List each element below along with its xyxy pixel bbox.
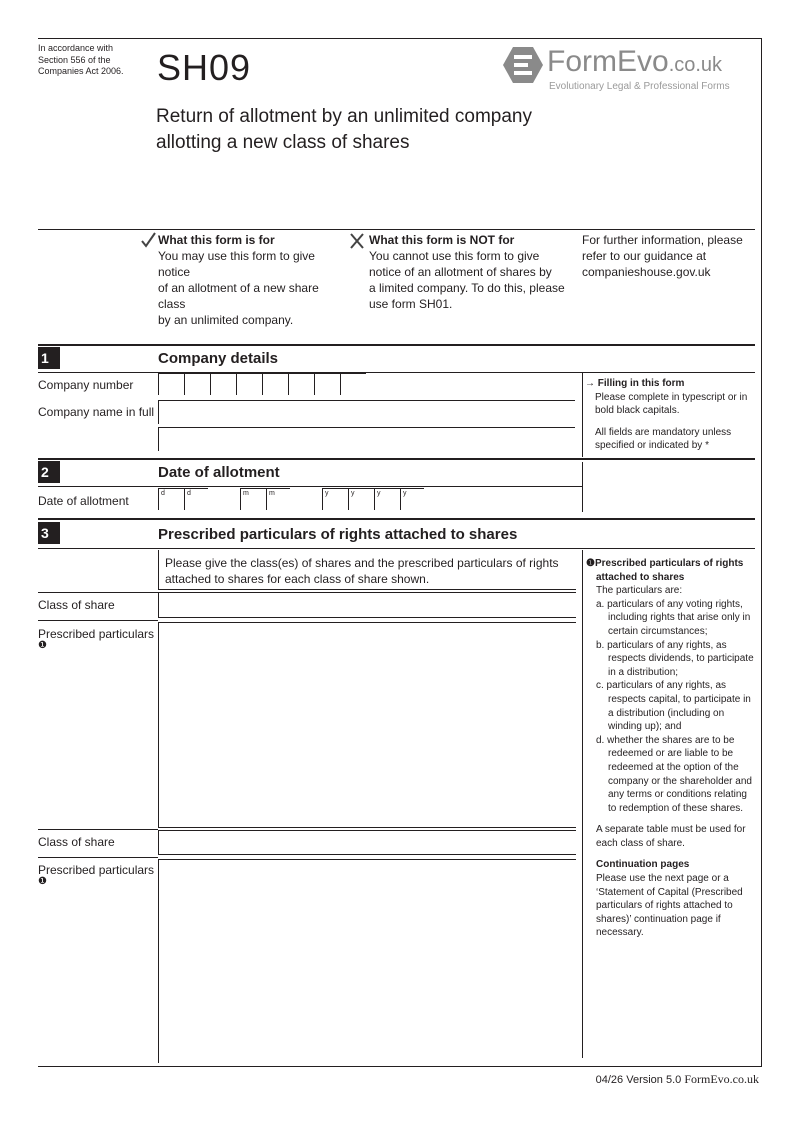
section-2-title: Date of allotment <box>158 464 280 481</box>
section-3-number: 3 <box>38 522 60 544</box>
section-3-instruction: Please give the class(es) of shares and the prescribed particulars of rights attached to shares for each class of share shown. <box>158 550 576 590</box>
company-number-field[interactable] <box>158 373 366 395</box>
right-border <box>761 38 762 1066</box>
class-of-share-field-1[interactable] <box>158 592 576 618</box>
logo-domain: .co.uk <box>668 54 723 76</box>
section-1-underline <box>38 372 755 373</box>
section-1-bar <box>38 344 755 346</box>
arrow-right-icon: → <box>585 378 598 389</box>
prescribed-particulars-label-1: Prescribed particulars ❶ <box>38 627 155 651</box>
note-item-c: c. particulars of any rights, as respects capital, to participate in a distribution (including on winding up); and <box>596 680 751 733</box>
note-marker-icon: ❶ <box>38 640 47 651</box>
footer-rule <box>38 1066 762 1067</box>
date-of-allotment-label: Date of allotment <box>38 494 129 508</box>
form-code: SH09 <box>157 47 252 88</box>
section-3-underline <box>38 548 755 549</box>
section-2-bar <box>38 458 755 460</box>
section-2-note-divider <box>582 462 583 512</box>
section-3-note-divider <box>582 550 583 1058</box>
section-1-number: 1 <box>38 347 60 369</box>
section-3-bar <box>38 518 755 520</box>
note-marker-icon: ❶ <box>586 558 595 569</box>
prescribed-particulars-field-2[interactable] <box>158 859 576 1063</box>
rule <box>38 857 158 858</box>
logo <box>503 43 755 95</box>
section-2-underline <box>38 486 582 487</box>
cross-icon <box>350 233 364 249</box>
company-name-field-1[interactable] <box>158 400 575 424</box>
section-3-title: Prescribed particulars of rights attached to shares <box>158 526 518 543</box>
section-1-note-divider <box>582 373 583 457</box>
check-icon <box>140 232 156 248</box>
class-of-share-field-2[interactable] <box>158 830 576 855</box>
prescribed-particulars-label-2: Prescribed particulars ❶ <box>38 863 155 887</box>
formevo-logo-icon <box>503 45 543 85</box>
rule <box>38 592 158 593</box>
what-form-is-for: What this form is for You may use this form to give notice of an allotment of a new share class by an unlimited company. <box>158 233 319 327</box>
note-marker-icon: ❶ <box>38 876 47 887</box>
footer-version: 04/26 Version 5.0 FormEvo.co.uk <box>595 1072 759 1086</box>
rule <box>38 620 158 621</box>
company-number-label: Company number <box>38 378 134 392</box>
form-title: Return of allotment by an unlimited company allotting a new class of shares <box>156 106 532 153</box>
legal-reference: In accordance with Section 556 of the Companies Act 2006. <box>38 43 124 76</box>
class-of-share-label-2: Class of share <box>38 835 115 849</box>
section-2-number: 2 <box>38 461 60 483</box>
intro-rule <box>38 229 755 230</box>
section-1-title: Company details <box>158 350 279 367</box>
company-name-field-2[interactable] <box>158 427 575 451</box>
note-item-a: a. particulars of any voting rights, including rights that arise only in certain circumstances; <box>596 598 751 637</box>
section-3-note: ❶Prescribed particulars of rights attached to shares The particulars are: a. particulars of any voting rights, including rights that arise only in certain circumstances; b. particulars of any rights, as respects dividends, to participate in a distribution; c. particulars of any rights, as respects capital, to participate in a distribution (including on winding up); and d. whether the shares are to be redeemed or are liable to be redeemed at the option of the company or the shareholder and any terms or conditions relating to redemption of these shares. A separate table must be used for each class of share. Continuation pages Please use the next page or a ‘Statement of Capital (Prescribed particulars of rights attached to shares)’ continuation page if necessary. <box>586 557 758 940</box>
top-rule <box>38 38 762 39</box>
logo-tagline: Evolutionary Legal & Professional Forms <box>549 81 730 92</box>
continuation-heading: Continuation pages <box>596 859 690 871</box>
note-item-b: b. particulars of any rights, as respects dividends, to participate in a distribution; <box>596 639 754 678</box>
date-of-allotment-field[interactable]: d d m m y y y y <box>158 488 428 512</box>
class-of-share-label-1: Class of share <box>38 598 115 612</box>
rule <box>38 829 158 830</box>
logo-text: FormEvo <box>547 45 669 78</box>
note-item-d: d. whether the shares are to be redeemed or are liable to be redeemed at the option of the company or the shareholder and any terms or conditions relating to redemption of these shares. <box>596 734 752 814</box>
further-information: For further information, please refer to our guidance at companieshouse.gov.uk <box>582 233 743 279</box>
section-1-note: → Filling in this form Please complete in typescript or in bold black capitals. All fields are mandatory unless specified or indicated by * <box>585 378 748 452</box>
prescribed-particulars-field-1[interactable] <box>158 622 576 828</box>
company-name-label: Company name in full <box>38 405 155 419</box>
what-form-is-not-for: What this form is NOT for You cannot use this form to give notice of an allotment of shares by a limited company. To do this, please use form SH01. <box>369 233 565 311</box>
